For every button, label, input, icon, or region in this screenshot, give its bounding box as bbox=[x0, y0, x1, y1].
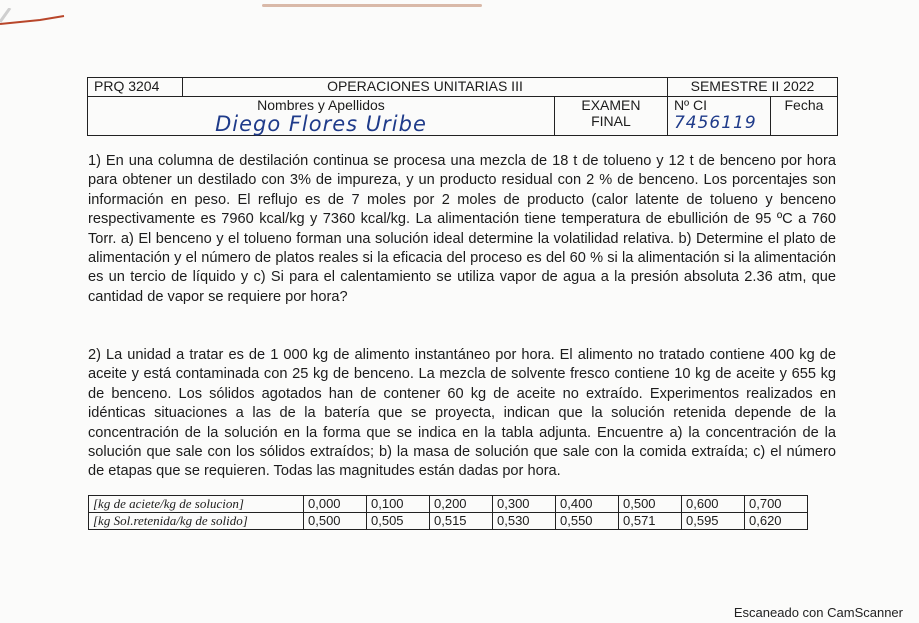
final-label: FINAL bbox=[591, 113, 631, 129]
table-cell: 0,550 bbox=[556, 513, 619, 530]
table-cell: 0,595 bbox=[682, 513, 745, 530]
table-row bbox=[89, 496, 808, 513]
date-cell bbox=[770, 97, 837, 136]
course-name: OPERACIONES UNITARIAS III bbox=[183, 78, 668, 97]
student-ci: 7456119 bbox=[673, 113, 757, 133]
table-cell: 0,515 bbox=[430, 513, 493, 530]
row-2-label: [kg Sol.retenida/kg de solido] bbox=[89, 513, 304, 530]
table-row bbox=[89, 513, 808, 530]
scan-top-line bbox=[262, 4, 482, 7]
table-cell: 0,505 bbox=[367, 513, 430, 530]
exam-header-table bbox=[87, 77, 838, 136]
table-cell: 0,700 bbox=[745, 496, 808, 513]
problem-2-text: 2) La unidad a tratar es de 1 000 kg de alimento instantáneo por hora. El alimento no tratado contiene 400 kg de aceite y está contaminada con 25 kg de benceno. La mezcla de solvente fresco contiene 10 kg de aceite y 655 kg de benceno. Los sólidos agotados han de contener 60 kg de aceite no extraído. Experimentos realizados en idénticas situaciones a las de la batería que se proyecta, indican que la solución retenida depende de la concentración de la solución en la forma que se indica en la tabla adjunta. Encuentre a) la concentración de la solución que sale con los sólidos extraídos; b) la masa de solución que sale con la comida extraída; c) el número de etapas que se requieren. Todas las magnitudes están dadas por hora. bbox=[88, 347, 836, 480]
table-cell: 0,000 bbox=[304, 496, 367, 513]
course-code: PRQ 3204 bbox=[88, 78, 183, 97]
semester: SEMESTRE II 2022 bbox=[667, 78, 837, 97]
table-cell: 0,530 bbox=[493, 513, 556, 530]
scan-edge-mark bbox=[0, 8, 70, 26]
table-cell: 0,600 bbox=[682, 496, 745, 513]
table-cell: 0,620 bbox=[745, 513, 808, 530]
date-label: Fecha bbox=[784, 97, 824, 113]
table-cell: 0,400 bbox=[556, 496, 619, 513]
table-cell: 0,100 bbox=[367, 496, 430, 513]
exam-type-cell bbox=[554, 97, 667, 136]
table-cell: 0,500 bbox=[304, 513, 367, 530]
names-label: Nombres y Apellidos bbox=[257, 97, 385, 113]
ci-label: Nº CI bbox=[673, 97, 708, 113]
problem-1-text: 1) En una columna de destilación continua se procesa una mezcla de 18 t de tolueno y 12 t de benceno por hora para obtener un destilado con 3% de impureza, y un producto residual con 2 % de benceno. Los porcentajes son información en peso. El reflujo es de 7 moles por 2 moles de producto (calor latente de tolueno y benceno respectivamente es 7960 kcal/kg y 7360 kcal/kg. La alimentación tiene temperatura de ebullición de 95 ºC a 760 Torr. a) El benceno y el tolueno forman una solución ideal determine la volatilidad relativa. b) Determine el plato de alimentación y el número de platos reales si la eficacia del proceso es del 60 % si la alimentación si la alimentación es un tercio de líquido y c) Si para el calentamiento se utiliza vapor de agua a la presión absoluta 2.36 atm, que cantidad de vapor se requiere por hora? bbox=[88, 153, 836, 305]
table-cell: 0,300 bbox=[493, 496, 556, 513]
table-cell: 0,200 bbox=[430, 496, 493, 513]
exam-label: EXAMEN bbox=[581, 97, 641, 113]
retention-data-table bbox=[88, 495, 808, 530]
row-1-label: [kg de aciete/kg de solucion] bbox=[89, 496, 304, 513]
student-name: Diego Flores Uribe bbox=[215, 112, 427, 136]
table-cell: 0,571 bbox=[619, 513, 682, 530]
student-name-cell bbox=[88, 97, 555, 136]
scanner-watermark: Escaneado con CamScanner bbox=[733, 605, 903, 620]
ci-cell bbox=[667, 97, 770, 136]
table-cell: 0,500 bbox=[619, 496, 682, 513]
